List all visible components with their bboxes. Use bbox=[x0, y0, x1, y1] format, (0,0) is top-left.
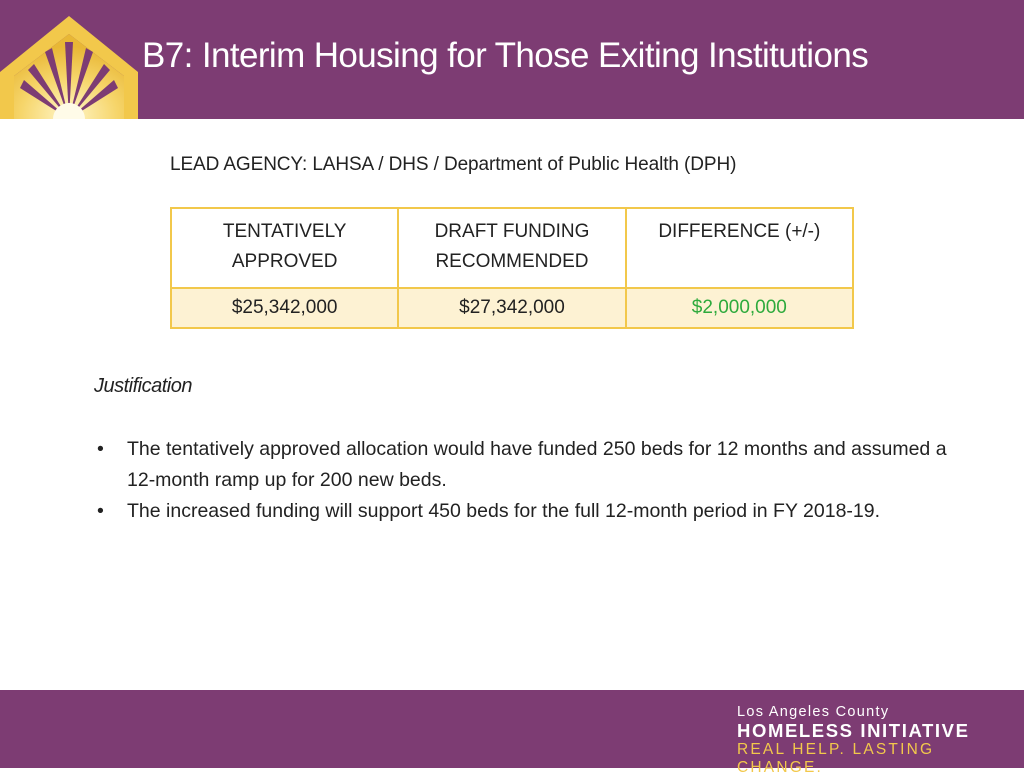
table-header-row bbox=[171, 208, 853, 288]
brand-initiative: HOMELESS INITIATIVE bbox=[737, 720, 970, 741]
brand-logo bbox=[737, 704, 1024, 777]
brand-tagline: REAL HELP. LASTING CHANGE. bbox=[737, 741, 935, 776]
list-item-text: The tentatively approved allocation would have funded 250 beds for 12 months and assumed a 12-month ramp up for 200 new beds. bbox=[127, 438, 947, 491]
value-tentatively-approved: $25,342,000 bbox=[171, 288, 398, 328]
table-row bbox=[171, 288, 853, 328]
bullet-icon: • bbox=[97, 500, 104, 522]
page-title: B7: Interim Housing for Those Exiting Institutions bbox=[142, 36, 869, 75]
header-draft-funding: DRAFT FUNDING RECOMMENDED bbox=[398, 208, 625, 288]
list-item-text: The increased funding will support 450 beds for the full 12-month period in FY 2018-19. bbox=[127, 500, 881, 522]
justification-list bbox=[94, 434, 964, 527]
funding-table bbox=[170, 207, 854, 329]
bullet-icon: • bbox=[97, 438, 104, 460]
header-tentatively-approved: TENTATIVELY APPROVED bbox=[171, 208, 398, 288]
list-item bbox=[94, 434, 964, 496]
lead-agency-text: LEAD AGENCY: LAHSA / DHS / Department of Public Health (DPH) bbox=[170, 154, 737, 175]
value-draft-funding: $27,342,000 bbox=[398, 288, 625, 328]
list-item bbox=[94, 496, 964, 527]
sunburst-house-logo-icon bbox=[0, 14, 138, 119]
justification-heading: Justification bbox=[94, 375, 192, 397]
header-difference: DIFFERENCE (+/-) bbox=[626, 208, 853, 288]
value-difference: $2,000,000 bbox=[626, 288, 853, 328]
brand-county: Los Angeles County bbox=[737, 704, 890, 720]
